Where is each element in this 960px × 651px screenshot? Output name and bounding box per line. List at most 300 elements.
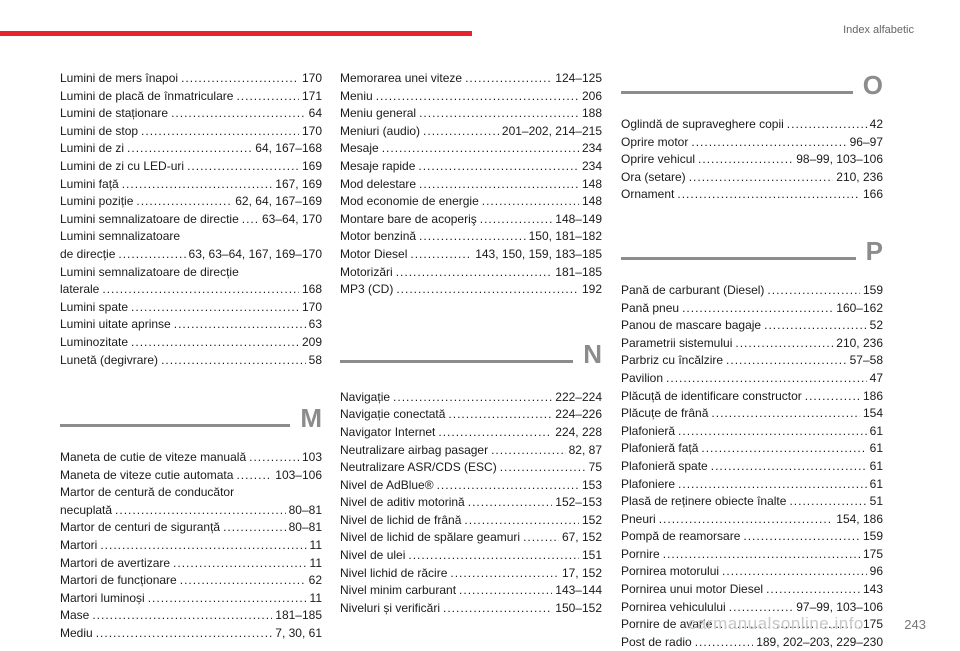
index-entry-pages[interactable]: 67, 152 [561,530,602,545]
dot-leader [141,123,299,141]
index-entry-pages[interactable]: 148 [581,194,602,209]
index-entry-label: Nivel de lichid de spălare geamuri [340,530,521,545]
index-entry-pages[interactable]: 80–81 [288,502,322,517]
index-entry-pages[interactable]: 224, 228 [555,424,602,439]
index-entry-label: Plăcuță de identificare constructor [621,388,802,403]
dot-leader [173,555,306,573]
dot-leader [122,176,273,194]
index-entry-pages[interactable]: 97–99, 103–106 [796,599,883,614]
index-entry-pages[interactable]: 150–152 [555,600,602,615]
index-entry-pages[interactable]: 61 [869,476,883,491]
index-entry-label: necuplată [60,502,113,517]
dot-leader [393,389,552,407]
index-entry[interactable] [60,158,322,176]
dot-leader [789,493,866,511]
index-entry-label: Parametrii sistemului [621,335,733,350]
index-entry-label: Parbriz cu încălzire [621,353,724,368]
index-entry-pages[interactable]: 62, 64, 167–169 [235,194,322,209]
index-entry[interactable] [340,442,602,460]
dot-leader [691,134,846,152]
dot-leader [408,547,579,565]
index-entry-label: Plasă de reținere obiecte înalte [621,494,787,509]
dot-leader [180,572,306,590]
index-entry-pages[interactable]: 188 [581,106,602,121]
index-entry-label: MP3 (CD) [340,282,394,297]
index-entry-pages[interactable]: 57–58 [849,353,883,368]
index-entry-label: Ornament [621,187,675,202]
index-entry-pages[interactable]: 96 [869,564,883,579]
index-entry[interactable] [60,140,322,158]
dot-leader [480,211,553,229]
index-entry-label: Pornirea motorului [621,564,720,579]
index-entry-label: Nivel de AdBlue® [340,477,434,492]
index-entry-label: Pornire de avarie [621,617,713,632]
dot-leader [805,388,860,406]
index-entry-pages[interactable]: 58 [308,352,322,367]
index-entry-label: Motor Diesel [340,246,408,261]
index-entry-pages[interactable]: 170 [301,71,322,85]
index-entry-pages[interactable]: 181–185 [275,608,322,623]
index-entry[interactable] [60,519,322,537]
index-entry-pages[interactable]: 96–97 [849,134,883,149]
index-entry[interactable] [340,123,602,141]
index-entry-label: Martori de funcționare [60,573,177,588]
index-entry-label: Lumini uitate aprinse [60,317,171,332]
dot-leader [136,193,232,211]
dot-leader [711,458,867,476]
dot-leader [450,565,559,583]
index-entry-label: Oprire vehicul [621,152,696,167]
index-entry[interactable] [340,459,602,477]
index-entry-pages[interactable]: 143–144 [555,583,602,598]
index-entry-heading: Martor de centură de conducător [60,485,235,500]
index-entry-pages[interactable]: 103–106 [275,467,322,482]
index-column-3 [621,70,883,651]
index-entry-label: Nivel de ulei [340,548,406,563]
index-entry-pages[interactable]: 82, 87 [568,442,602,457]
index-entry-pages[interactable]: 80–81 [288,520,322,535]
dot-leader [491,442,566,460]
index-entry[interactable] [340,600,602,618]
section-letter: P [865,235,883,266]
index-entry[interactable] [340,424,602,442]
index-entry-pages[interactable]: 154, 186 [836,511,883,526]
index-entry-label: Martor de centuri de siguranță [60,520,221,535]
index-entry-pages[interactable]: 143 [862,582,883,597]
section-header-m [60,403,322,433]
index-entry[interactable] [340,88,602,106]
index-entry[interactable] [621,335,883,353]
index-entry-pages[interactable]: 150, 181–182 [528,229,602,244]
index-entry[interactable] [621,528,883,546]
index-entry-label: de direcție [60,246,116,261]
index-entry-pages[interactable]: 17, 152 [561,565,602,580]
index-entry-pages[interactable]: 151 [581,548,602,563]
index-entry-label: Mase [60,608,90,623]
index-entry[interactable] [621,476,883,494]
index-entry[interactable] [60,246,322,264]
dot-leader [722,563,867,581]
index-entry-pages[interactable]: 175 [862,617,883,632]
index-entry-pages[interactable]: 148 [581,176,602,191]
index-entry[interactable] [621,388,883,406]
index-entry-label: Plafonieră [621,423,676,438]
index-entry-pages[interactable]: 64 [308,106,322,121]
dot-leader [131,299,299,317]
index-entry-label: Lumini poziție [60,194,134,209]
index-entry-pages[interactable]: 153 [581,477,602,492]
dot-leader [396,281,579,299]
index-entry-label: Lumini de zi cu LED-uri [60,158,185,173]
index-entry[interactable] [60,193,322,211]
index-entry[interactable] [60,502,322,520]
page-header-title: Index alfabetic [843,24,914,36]
index-entry-pages[interactable]: 52 [869,318,883,333]
dot-leader [682,300,833,318]
dot-leader [187,158,299,176]
section-rule [60,424,290,427]
section-header-o [621,70,883,100]
index-entry[interactable] [621,317,883,335]
index-entry[interactable] [60,607,322,625]
index-entry-pages[interactable]: 209 [301,334,322,349]
dot-leader [767,282,860,300]
dot-leader [223,519,286,537]
index-entry-pages[interactable]: 171 [301,88,322,103]
index-entry[interactable] [60,555,322,573]
index-entry-label: Mod delestare [340,176,417,191]
index-entry-label: Mesaje rapide [340,158,416,173]
dot-leader [418,158,579,176]
index-entry-pages[interactable]: 75 [588,460,602,475]
dot-leader [161,352,306,370]
dot-leader [410,246,472,264]
section-rule [621,91,853,94]
index-entry-pages[interactable]: 63, 63–64, 167, 169–170 [188,246,322,261]
index-entry-pages[interactable]: 210, 236 [836,335,883,350]
index-entry[interactable] [340,158,602,176]
index-entry-label: Navigator Internet [340,424,436,439]
index-entry-pages[interactable]: 61 [869,458,883,473]
index-entry-label: Neutralizare airbag pasager [340,442,489,457]
index-entry[interactable] [621,493,883,511]
index-entry[interactable] [60,590,322,608]
index-entry-pages[interactable]: 63–64, 170 [261,211,322,226]
index-entry-label: Plafonieră spate [621,458,708,473]
index-entry-pages[interactable]: 234 [581,158,602,173]
index-entry-label: Lumini de zi [60,141,125,156]
dot-leader [396,264,553,282]
index-entry[interactable] [621,370,883,388]
dot-leader [663,546,860,564]
index-entry-pages[interactable]: 159 [862,529,883,544]
index-entry-pages[interactable]: 143, 150, 159, 183–185 [475,246,602,261]
dot-leader [127,140,252,158]
index-entry-label: Pavilion [621,370,664,385]
index-entry[interactable] [60,467,322,485]
index-entry-label: Pornirea vehiculului [621,599,726,614]
index-entry-pages[interactable]: 170 [301,123,322,138]
index-entry-pages[interactable]: 189, 202–203, 229–230 [756,634,883,649]
index-entry-pages[interactable]: 61 [869,423,883,438]
dot-leader [382,140,579,158]
index-entry[interactable] [621,634,883,651]
index-entry[interactable] [60,334,322,352]
dot-leader [677,186,860,204]
index-entry-pages[interactable]: 224–226 [555,407,602,422]
dot-leader [689,169,834,187]
index-entry-pages[interactable]: 234 [581,141,602,156]
index-entry[interactable] [621,546,883,564]
index-entry-pages[interactable]: 167, 169 [275,176,322,191]
index-entry[interactable] [60,449,322,467]
dot-leader [115,502,286,520]
index-entry-heading: Lumini semnalizatoare de direcție [60,264,239,279]
index-entry[interactable] [621,581,883,599]
index-entry[interactable] [340,512,602,530]
index-entry[interactable] [60,316,322,334]
section-letter: M [300,403,322,434]
index-entry[interactable] [340,547,602,565]
index-entry[interactable] [60,352,322,370]
index-entry[interactable] [621,151,883,169]
dot-leader [464,512,579,530]
index-entry[interactable] [340,529,602,547]
index-column-1 [60,70,322,643]
index-entry-label: Lumini de staționare [60,106,169,121]
dot-leader [695,634,753,651]
index-entry-heading: Lumini semnalizatoare [60,229,181,244]
index-entry-label: Post de radio [621,634,692,649]
index-entry[interactable] [621,511,883,529]
dot-leader [100,537,306,555]
index-entry[interactable] [60,537,322,555]
index-entry-label: Mod economie de energie [340,194,479,209]
index-entry-pages[interactable]: 206 [581,88,602,103]
index-entry-label: Lumini semnalizatoare de directie [60,211,239,226]
index-entry-label: Plafonieră față [621,441,699,456]
index-entry[interactable] [340,228,602,246]
index-entry-pages[interactable]: 222–224 [555,389,602,404]
dot-leader [419,228,526,246]
dot-leader [766,581,860,599]
index-entry-pages[interactable]: 63 [308,317,322,332]
dot-leader [174,316,306,334]
index-entry[interactable] [60,88,322,106]
index-entry[interactable] [621,300,883,318]
index-entry-label: Mediu [60,626,93,641]
index-entry[interactable] [340,281,602,299]
index-entry-pages[interactable]: 170 [301,299,322,314]
index-entry-label: Plăcuțe de frână [621,406,709,421]
index-entry-pages[interactable]: 11 [309,538,322,553]
index-entry-pages[interactable]: 11 [309,590,322,605]
dot-leader [666,370,867,388]
index-entry-pages[interactable]: 169 [301,158,322,173]
dot-leader [701,440,866,458]
index-entry[interactable] [340,193,602,211]
dot-leader [500,459,586,477]
index-entry-label: Pornire [621,546,660,561]
index-entry-label: Montare bare de acoperiş [340,211,477,226]
dot-leader [465,70,552,88]
index-entry[interactable] [621,405,883,423]
index-entry-label: Plafoniere [621,476,676,491]
index-entry-label: Nivel de aditiv motorină [340,495,465,510]
index-entry-label: Panou de mascare bagaje [621,318,762,333]
index-entry-label: Lumini de stop [60,123,139,138]
index-entry-pages[interactable]: 210, 236 [836,169,883,184]
index-entry-pages[interactable]: 168 [301,282,322,297]
index-entry[interactable] [60,299,322,317]
index-entry-pages[interactable]: 98–99, 103–106 [796,152,883,167]
index-entry-label: Ora (setare) [621,169,686,184]
index-entry[interactable] [60,572,322,590]
dot-leader [181,70,299,88]
dot-leader [376,88,579,106]
dot-leader [523,529,559,547]
index-entry-pages[interactable]: 152 [581,512,602,527]
index-entry[interactable] [621,352,883,370]
dot-leader [482,193,579,211]
index-entry-pages[interactable]: 11 [309,555,322,570]
index-entry[interactable] [340,406,602,424]
index-entry[interactable] [621,440,883,458]
index-entry-pages[interactable]: 148–149 [555,211,602,226]
index-entry[interactable] [340,494,602,512]
index-entry-pages[interactable]: 152–153 [555,495,602,510]
index-entry-label: Pornirea unui motor Diesel [621,582,764,597]
index-entry-pages[interactable]: 7, 30, 61 [275,626,322,641]
index-entry-label: Lumini spate [60,299,129,314]
index-column-2 [340,70,602,617]
section-letter: N [583,338,602,369]
index-entry[interactable] [621,186,883,204]
index-entry[interactable] [340,211,602,229]
index-entry[interactable] [621,169,883,187]
index-entry[interactable] [621,423,883,441]
dot-leader [659,511,834,529]
index-entry[interactable] [60,176,322,194]
index-entry[interactable] [340,264,602,282]
index-entry-pages[interactable]: 160–162 [836,300,883,315]
index-entry-pages[interactable]: 61 [869,441,883,456]
index-entry-label: Niveluri și verificări [340,600,441,615]
dot-leader [698,151,793,169]
dot-leader [419,176,579,194]
index-entry[interactable] [340,477,602,495]
dot-leader [711,405,860,423]
dot-leader [423,123,499,141]
index-entry-label: Neutralizare ASR/CDS (ESC) [340,460,497,475]
dot-leader [678,423,867,441]
index-entry-label: Oglindă de supraveghere copii [621,117,784,131]
index-entry[interactable] [340,582,602,600]
index-entry-pages[interactable]: 166 [862,187,883,202]
header-accent-bar [0,31,472,36]
dot-leader [735,335,833,353]
page-number: 243 [904,617,926,632]
index-entry-label: Meniuri (audio) [340,123,421,138]
dot-leader [726,352,847,370]
index-entry[interactable] [621,563,883,581]
dot-leader [678,476,867,494]
dot-leader [148,590,307,608]
index-entry[interactable] [340,140,602,158]
index-entry[interactable] [340,246,602,264]
index-entry-label: Maneta de cutie de viteze manuală [60,450,247,465]
index-entry-label: Martori luminoși [60,590,145,605]
index-entry-pages[interactable]: 159 [862,282,883,297]
index-entry[interactable] [340,176,602,194]
index-entry[interactable] [60,123,322,141]
index-entry-pages[interactable]: 64, 167–168 [255,141,322,156]
dot-leader [171,105,306,123]
index-entry-label: Maneta de viteze cutie automata [60,467,234,482]
index-entry-pages[interactable]: 192 [581,282,602,297]
dot-leader [468,494,553,512]
index-entry-label: Oprire motor [621,134,689,149]
index-entry-label: laterale [60,282,100,297]
index-entry-pages[interactable]: 62 [308,573,322,588]
index-entry-pages[interactable]: 42 [869,117,883,131]
index-entry-label: Martori de avertizare [60,555,171,570]
index-entry-label: Luminozitate [60,334,129,349]
index-entry[interactable] [621,458,883,476]
index-entry-label: Navigație [340,389,391,404]
index-entry[interactable] [340,105,602,123]
index-entry-pages[interactable]: 175 [862,546,883,561]
section-rule [340,360,573,363]
index-entry-pages[interactable]: 154 [862,406,883,421]
index-entry-label: Lunetă (degivrare) [60,352,159,367]
dot-leader [118,246,185,264]
index-entry[interactable] [621,116,883,134]
index-entry[interactable] [60,281,322,299]
index-entry-pages[interactable]: 186 [862,388,883,403]
dot-leader [419,105,579,123]
index-entry-pages[interactable]: 201–202, 214–215 [501,123,602,138]
index-entry[interactable] [340,389,602,407]
index-entry-pages[interactable]: 181–185 [555,264,602,279]
index-entry[interactable] [60,211,322,229]
index-entry-label: Martori [60,538,98,553]
dot-leader [236,467,272,485]
index-entry-label: Lumini de mers înapoi [60,71,179,85]
index-entry[interactable] [621,282,883,300]
index-entry-label: Navigație conectată [340,407,446,422]
index-entry[interactable] [621,134,883,152]
index-entry[interactable] [60,70,322,88]
dot-leader [102,281,299,299]
dot-leader [437,477,579,495]
dot-leader [448,406,552,424]
index-entry-label: Meniu [340,88,373,103]
index-entry-pages[interactable]: 51 [869,494,883,509]
index-entry-pages[interactable]: 103 [301,450,322,465]
index-entry-label: Memorarea unei viteze [340,71,463,85]
dot-leader [438,424,552,442]
index-entry[interactable] [60,105,322,123]
index-entry-pages[interactable]: 47 [869,370,883,385]
index-entry-label: Nivel de lichid de frână [340,512,462,527]
index-entry-label: Motorizări [340,264,393,279]
index-entry[interactable] [340,70,602,88]
index-entry-pages[interactable]: 124–125 [555,71,602,85]
watermark-text: carmanualsonline.info [688,614,864,633]
index-entry[interactable] [340,565,602,583]
index-entry-label: Lumini de placă de înmatriculare [60,88,234,103]
